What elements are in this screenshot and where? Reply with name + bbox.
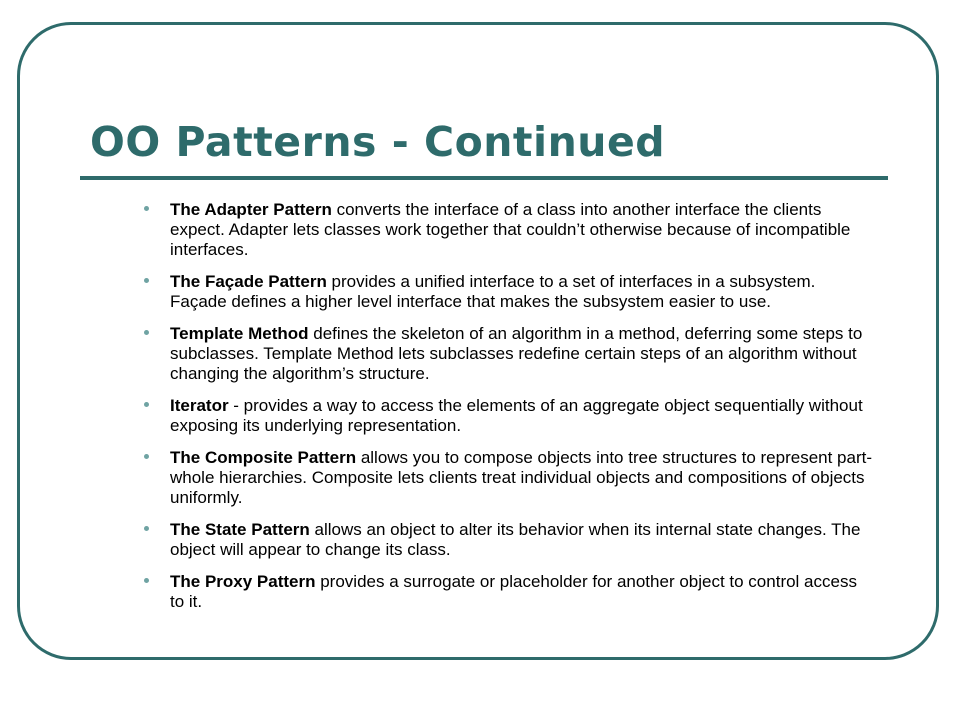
bullet-iterator (128, 396, 873, 436)
bullet-term: The State Pattern (170, 520, 310, 539)
bullet-state (128, 520, 873, 560)
slide-title: OO Patterns - Continued (90, 118, 666, 166)
bullet-dot-icon (144, 454, 149, 459)
bullet-term: The Composite Pattern (170, 448, 357, 467)
bullet-proxy (128, 572, 873, 612)
bullet-dot-icon (144, 526, 149, 531)
bullet-dot-icon (144, 578, 149, 583)
bullet-term: The Proxy Pattern (170, 572, 316, 591)
bullet-text: converts the interface of a class into another interface the clients expect. Adapter lets classes work together that couldn’t otherwise because of incompatible interfaces. (170, 200, 851, 259)
bullet-text: allows you to compose objects into tree structures to represent part-whole hierarchies. Composite lets clients treat individual objects and compositions of objects uniformly. (170, 448, 873, 507)
bullet-text: provides a surrogate or placeholder for another object to control access to it. (170, 572, 857, 611)
bullet-term: Iterator (170, 396, 229, 415)
bullet-text: defines the skeleton of an algorithm in a method, deferring some steps to subclasses. Template Method lets subclasses redefine certain steps of an algorithm without changing the algorithm’s structure. (170, 324, 863, 383)
bullet-dot-icon (144, 206, 149, 211)
bullet-adapter (128, 200, 873, 260)
bullet-template-method (128, 324, 873, 384)
bullet-facade (128, 272, 873, 312)
bullet-dot-icon (144, 278, 149, 283)
bullet-text: - provides a way to access the elements of an aggregate object sequentially without exposing its underlying representation. (170, 396, 863, 435)
bullet-dot-icon (144, 330, 149, 335)
bullet-dot-icon (144, 402, 149, 407)
bullet-text: allows an object to alter its behavior when its internal state changes. The object will appear to change its class. (170, 520, 861, 559)
bullet-list (128, 200, 873, 624)
title-underline (80, 176, 888, 180)
bullet-composite (128, 448, 873, 508)
bullet-term: Template Method (170, 324, 309, 343)
bullet-text: provides a unified interface to a set of interfaces in a subsystem. Façade defines a higher level interface that makes the subsystem easier to use. (170, 272, 816, 311)
bullet-term: The Adapter Pattern (170, 200, 332, 219)
bullet-term: The Façade Pattern (170, 272, 327, 291)
